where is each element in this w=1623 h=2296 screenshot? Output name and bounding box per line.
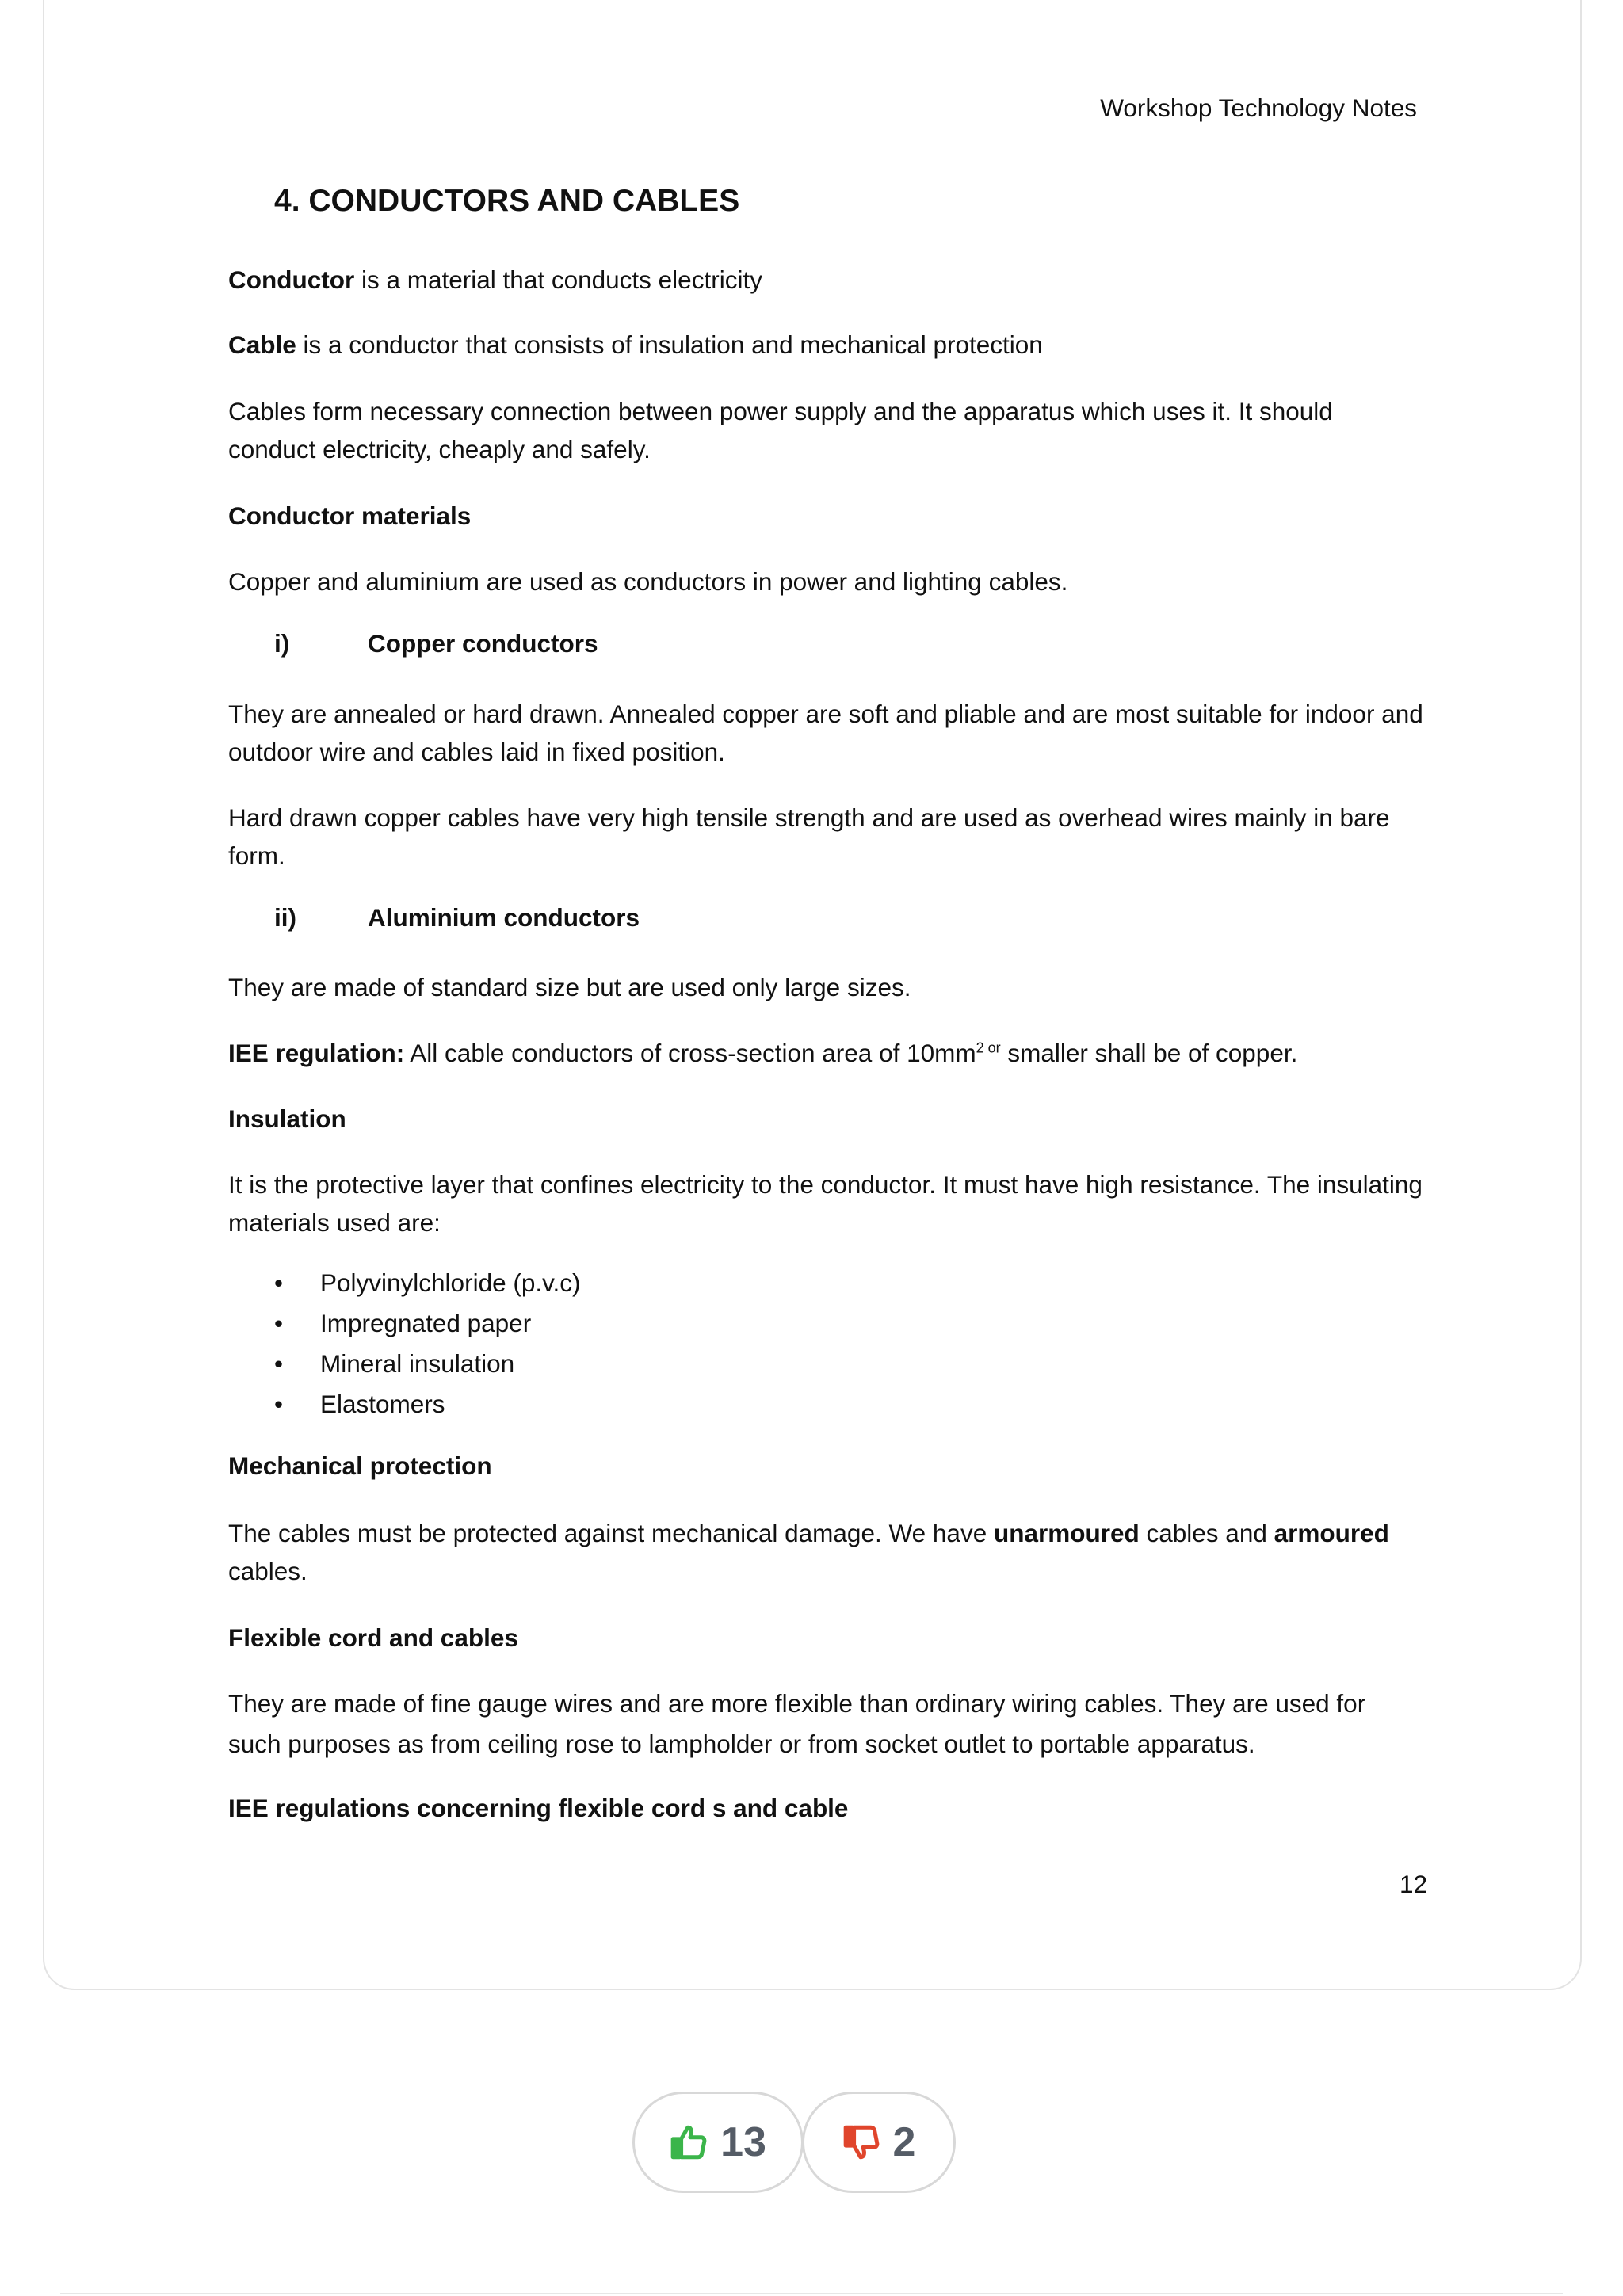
iee-superscript: 2 or: [976, 1039, 1001, 1056]
iee-regulation: [228, 1034, 1425, 1072]
copper-subheading: [274, 629, 598, 658]
insulation-materials-list: [274, 1263, 581, 1425]
intro-paragraph: Cables form necessary connection between power supply and the apparatus which uses it. It should conduct electricity, cheaply and safely.: [228, 397, 1333, 463]
list-item: • Impregnated paper: [274, 1303, 581, 1344]
copper-paragraph-1: They are annealed or hard drawn. Annealed copper are soft and pliable and are most suitable for indoor and outdoor wire and cables laid in fixed position.: [228, 700, 1423, 766]
conductor-materials-text: Copper and aluminium are used as conductors in power and lighting cables.: [228, 567, 1068, 596]
upvote-count: 13: [720, 2119, 766, 2165]
chapter-title: 4. CONDUCTORS AND CABLES: [274, 184, 740, 218]
flexible-paragraph: They are made of fine gauge wires and are more flexible than ordinary wiring cables. They are used for such purposes as from ceiling rose to lampholder or from socket outlet to portable apparatus.: [228, 1689, 1366, 1758]
cable-def-text: is a conductor that consists of insulation and mechanical protection: [296, 330, 1043, 359]
armoured-term: armoured: [1274, 1519, 1389, 1547]
iee-text-after: smaller shall be of copper.: [1000, 1039, 1298, 1067]
bullet-icon: •: [274, 1268, 284, 1297]
thumbs-up-icon: [670, 2122, 709, 2162]
copper-heading-text: Copper conductors: [368, 629, 598, 658]
copper-number: i): [274, 629, 290, 658]
conductor-definition: [228, 261, 1425, 299]
conductor-materials-heading: Conductor materials: [228, 502, 472, 530]
thumbs-down-icon: [842, 2122, 882, 2162]
insulation-heading: Insulation: [228, 1104, 346, 1133]
flexible-heading: Flexible cord and cables: [228, 1623, 518, 1652]
bullet-icon: •: [274, 1390, 284, 1418]
bullet-icon: •: [274, 1309, 284, 1337]
insulation-paragraph: It is the protective layer that confines electricity to the conductor. It must have high resistance. The insulating materials used are:: [228, 1170, 1423, 1237]
running-header: Workshop Technology Notes: [1100, 93, 1417, 122]
iee-text-before: All cable conductors of cross-section area of 10mm: [404, 1039, 976, 1067]
conductor-def-text: is a material that conducts electricity: [354, 265, 762, 294]
cable-definition: [228, 326, 1425, 364]
aluminium-subheading: [274, 903, 640, 933]
unarmoured-term: unarmoured: [993, 1519, 1140, 1547]
conductor-term: Conductor: [228, 265, 355, 294]
aluminium-paragraph: They are made of standard size but are used only large sizes.: [228, 973, 911, 1001]
iee-label: IEE regulation:: [228, 1039, 405, 1067]
cable-term: Cable: [228, 330, 296, 359]
list-item: • Polyvinylchloride (p.v.c): [274, 1263, 581, 1303]
aluminium-heading-text: Aluminium conductors: [368, 903, 640, 932]
mechanical-heading: Mechanical protection: [228, 1451, 492, 1480]
list-item: • Elastomers: [274, 1384, 581, 1425]
copper-paragraph-2: Hard drawn copper cables have very high tensile strength and are used as overhead wires mainly in bare form.: [228, 803, 1390, 870]
upvote-button[interactable]: [632, 2092, 804, 2193]
mechanical-paragraph: The cables must be protected against mechanical damage. We have unarmoured cables and armoured cables.: [228, 1519, 1389, 1585]
footer-divider: [60, 2293, 1563, 2294]
aluminium-number: ii): [274, 903, 296, 932]
list-item: • Mineral insulation: [274, 1344, 581, 1384]
page-number: 12: [1400, 1870, 1428, 1898]
bullet-icon: •: [274, 1349, 284, 1378]
iee-flexible-heading: IEE regulations concerning flexible cord s and cable: [228, 1794, 849, 1822]
downvote-button[interactable]: [802, 2092, 956, 2193]
downvote-count: 2: [892, 2119, 916, 2165]
